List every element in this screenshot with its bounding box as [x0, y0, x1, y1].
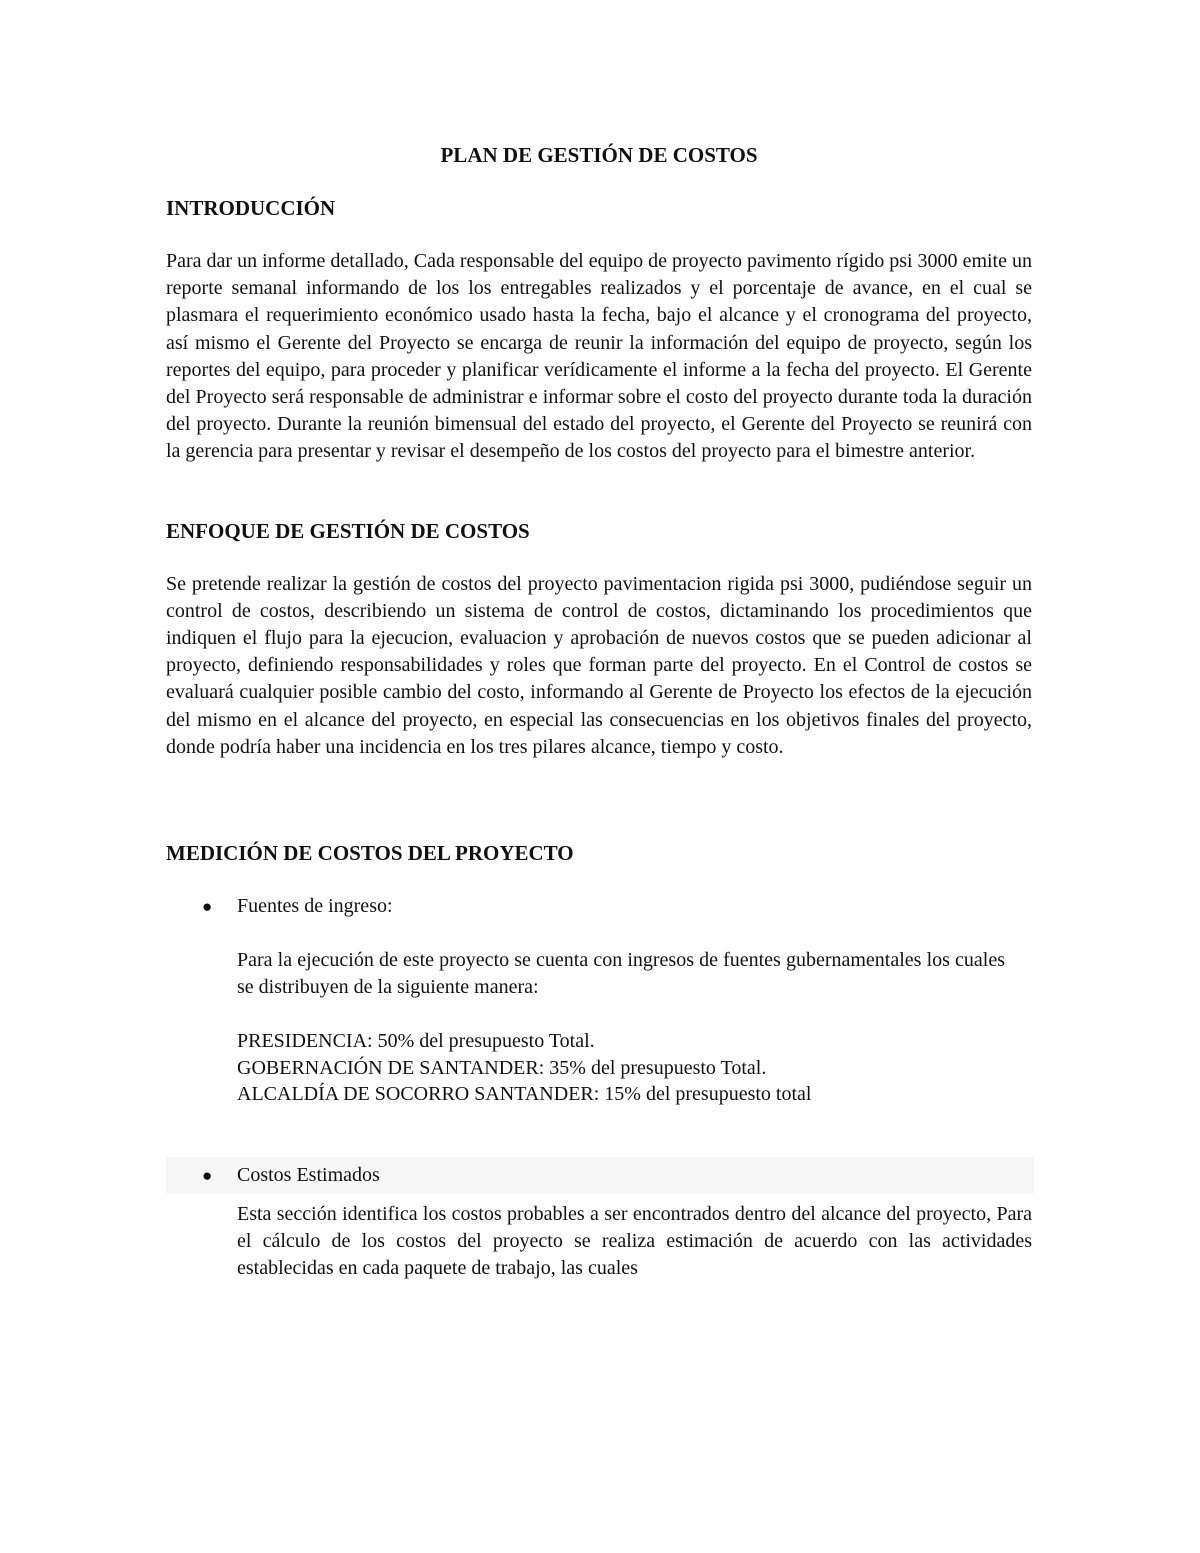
- bullet-icon: ●: [202, 1165, 213, 1185]
- list-item-costos-estimados: [166, 1162, 1032, 1283]
- section-heading-introduccion: INTRODUCCIÓN: [166, 196, 336, 220]
- bullet-icon: ●: [202, 897, 213, 917]
- section-paragraph-enfoque: Se pretende realizar la gestión de costos del proyecto pavimentacion rigida psi 3000, pudiéndose seguir un control de costos, describiendo un sistema de control de costos, dictaminando los procedimientos que indiquen el flujo para la ejecucion, evaluacion y aprobación de nuevos costos que se pueden adicionar al proyecto, definiendo responsabilidades y roles que forman parte del proyecto. En el Control de costos se evaluará cualquier posible cambio del costo, informando al Gerente de Proyecto los efectos de la ejecución del mismo en el alcance del proyecto, en especial las consecuencias en los objetivos finales del proyecto, donde podría haber una incidencia en los tres pilares alcance, tiempo y costo.: [166, 572, 1032, 758]
- funding-distribution-list: [237, 1028, 1032, 1108]
- list-item-label: Fuentes de ingreso:: [237, 895, 393, 918]
- funding-line-gobernacion: GOBERNACIÓN DE SANTANDER: 35% del presupuesto Total.: [237, 1056, 767, 1079]
- document-body: [166, 142, 1032, 1283]
- list-item-paragraph: Esta sección identifica los costos probables a ser encontrados dentro del alcance del proyecto, Para el cálculo de los costos del proyecto se realiza estimación de acuerdo con las actividades establecidas en cada paquete de trabajo, las cuales: [237, 1202, 1032, 1280]
- funding-line-presidencia: PRESIDENCIA: 50% del presupuesto Total.: [237, 1030, 595, 1053]
- section-paragraph-introduccion: Para dar un informe detallado, Cada responsable del equipo de proyecto pavimento rígido psi 3000 emite un reporte semanal informando de los los entregables realizados y el porcentaje de avance, en el cual se plasmara el requerimiento económico usado hasta la fecha, bajo el alcance y el cronograma del proyecto, así mismo el Gerente del Proyecto se encarga de reunir la información del equipo de proyecto, según los reportes del equipo, para proceder y planificar verídicamente el informe a la fecha del proyecto. El Gerente del Proyecto será responsable de administrar e informar sobre el costo del proyecto durante toda la duración del proyecto. Durante la reunión bimensual del estado del proyecto, el Gerente del Proyecto se reunirá con la gerencia para presentar y revisar el desempeño de los costos del proyecto para el bimestre anterior.: [166, 250, 1032, 463]
- section-heading-medicion: MEDICIÓN DE COSTOS DEL PROYECTO: [166, 841, 574, 866]
- document-title: PLAN DE GESTIÓN DE COSTOS: [440, 143, 758, 167]
- list-item-label: Costos Estimados: [237, 1163, 380, 1186]
- funding-line-alcaldia: ALCALDÍA DE SOCORRO SANTANDER: 15% del presupuesto total: [237, 1083, 812, 1106]
- list-item-paragraph: Para la ejecución de este proyecto se cuenta con ingresos de fuentes gubernamentales los cuales se distribuyen de la siguiente manera:: [237, 949, 1005, 999]
- section-heading-enfoque: ENFOQUE DE GESTIÓN DE COSTOS: [166, 518, 530, 543]
- list-item-fuentes-de-ingreso: [166, 893, 1032, 1108]
